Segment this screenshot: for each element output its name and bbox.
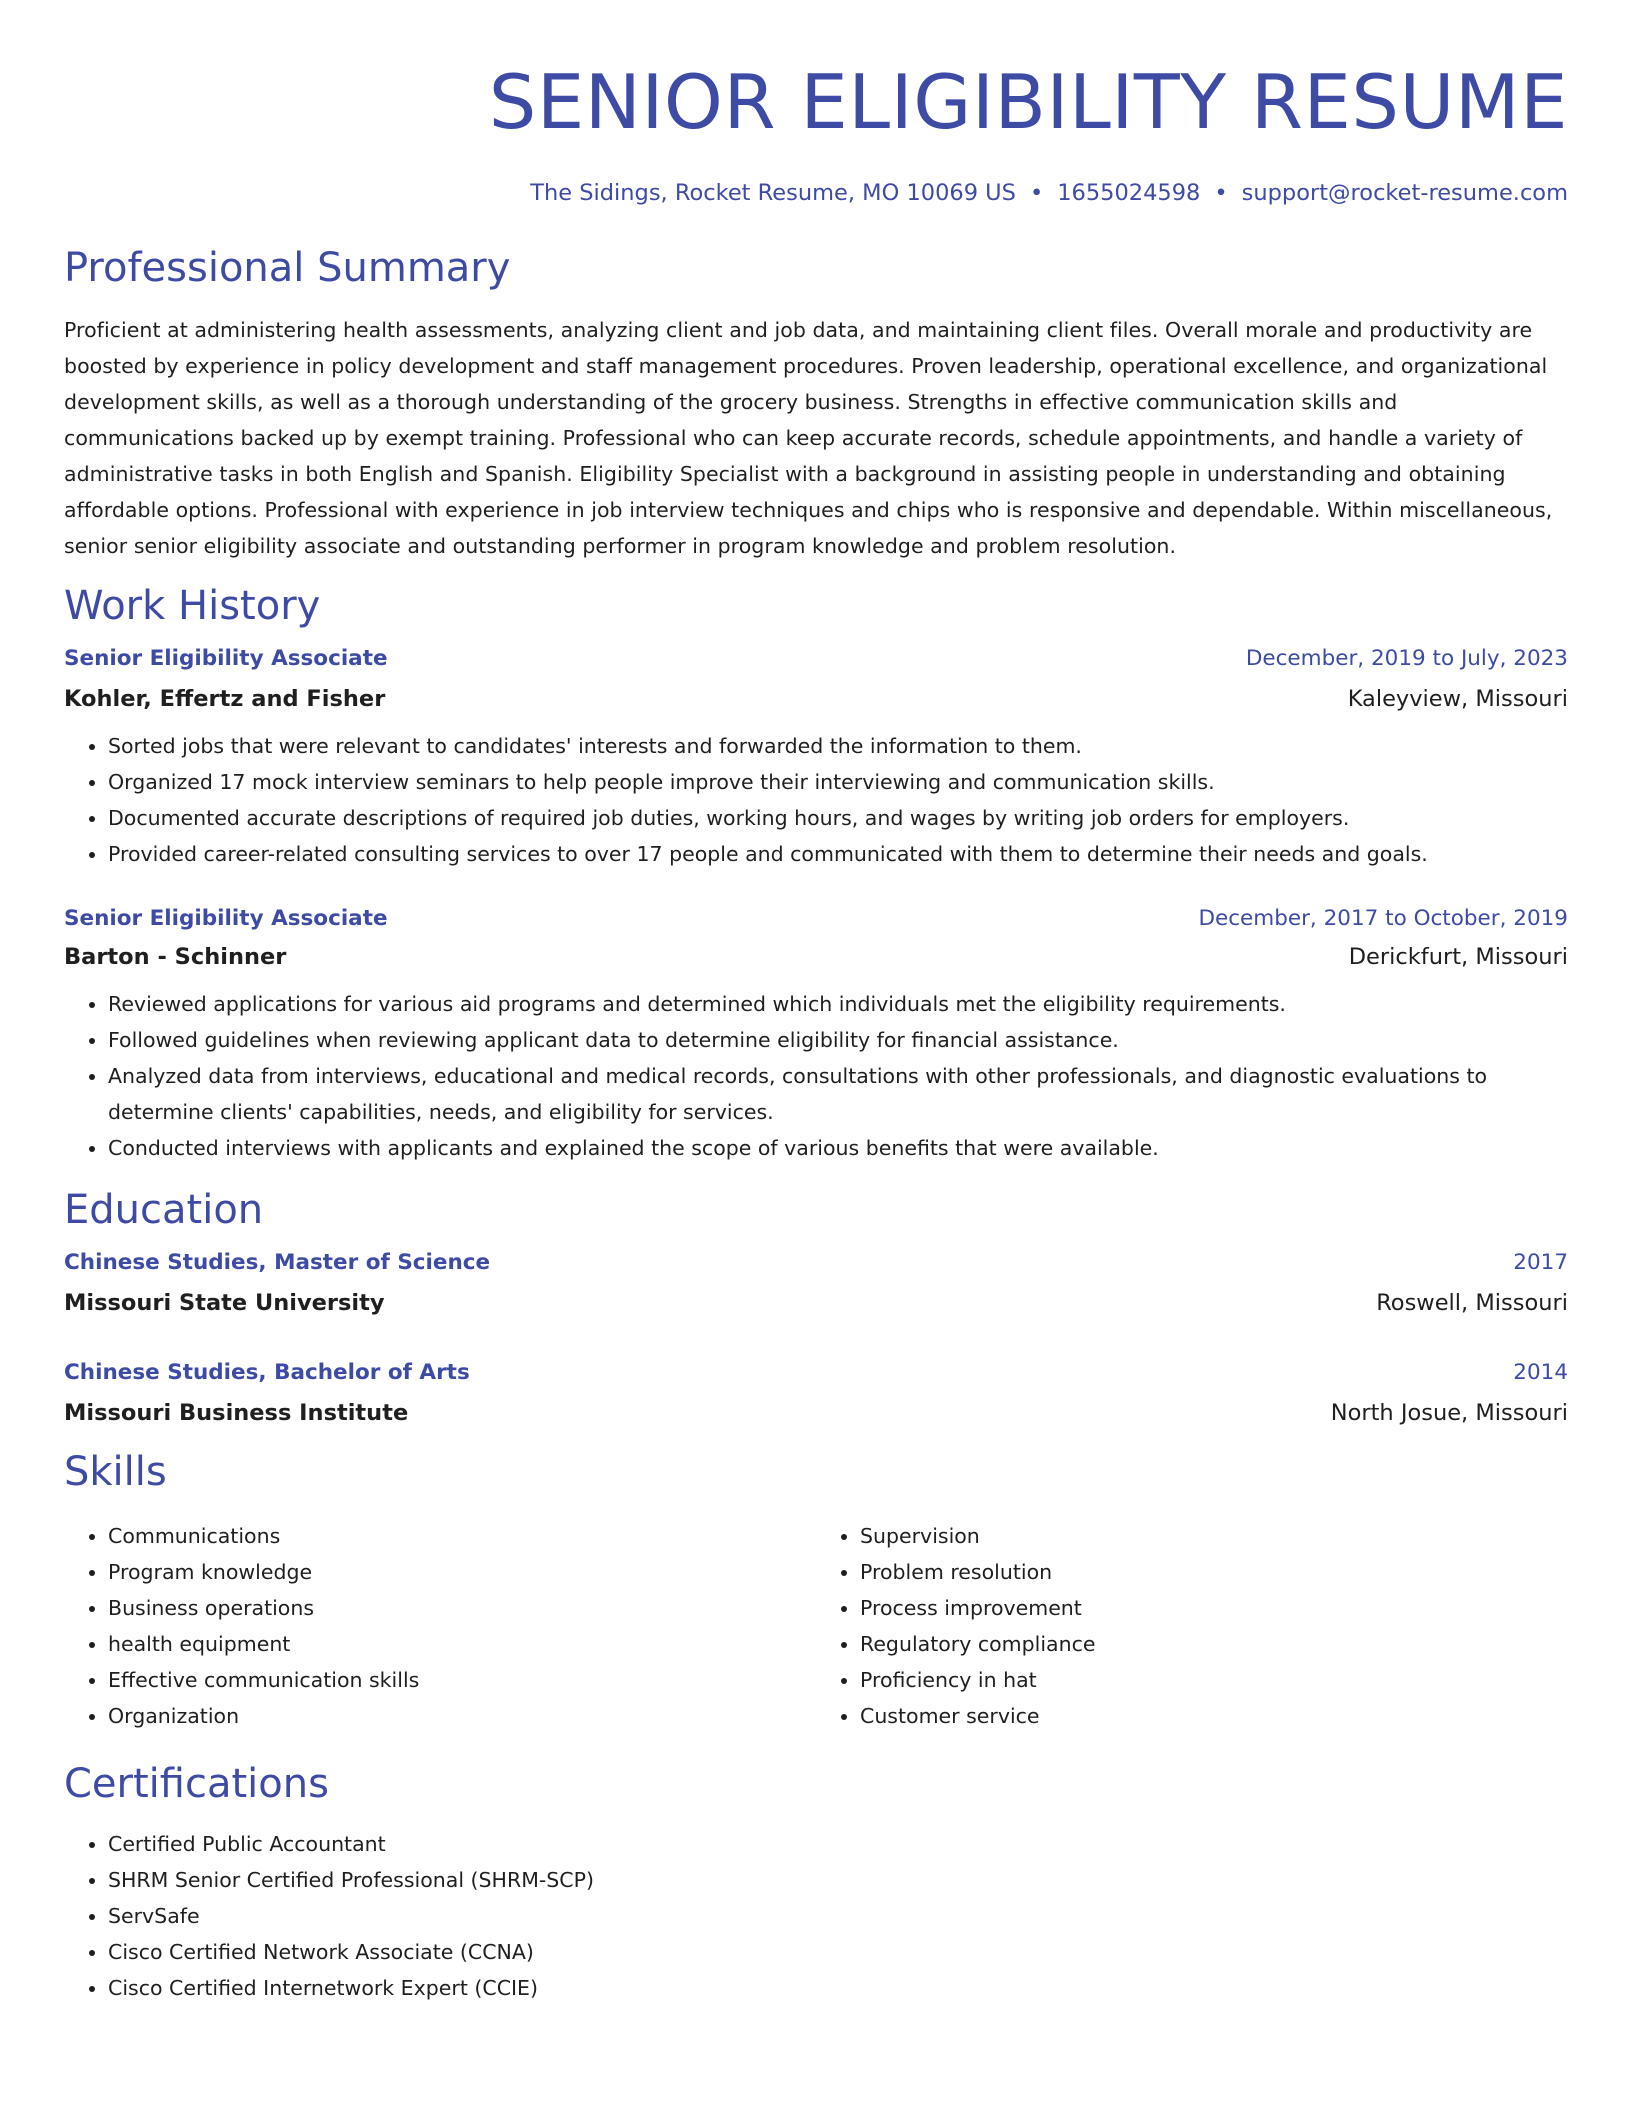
- skills-list-left: [64, 1518, 816, 1734]
- skills-grid: [64, 1518, 1568, 1734]
- job-bullet: • Documented accurate descriptions of required job duties, working hours, and wages by writing job orders for employers.: [108, 800, 1568, 836]
- certification-item: • ServSafe: [108, 1898, 1568, 1934]
- job-bullet: • Conducted interviews with applicants and explained the scope of various benefits that were available.: [108, 1130, 1568, 1166]
- section-title-skills: Skills: [64, 1449, 167, 1495]
- education-location: North Josue, Missouri: [1330, 1400, 1568, 1426]
- job-bullet: • Sorted jobs that were relevant to candidates' interests and forwarded the information to them.: [108, 728, 1568, 764]
- job-company: Kohler, Effertz and Fisher: [64, 686, 386, 712]
- section-title-certifications: Certifications: [64, 1761, 329, 1807]
- certifications-list: [64, 1826, 1568, 2006]
- job-dates: December, 2019 to July, 2023: [1245, 646, 1568, 671]
- education-year: 2014: [1513, 1360, 1568, 1385]
- contact-address: The Sidings, Rocket Resume, MO 10069 US: [530, 180, 1016, 206]
- education-school: Missouri Business Institute: [64, 1400, 409, 1426]
- skills-section: [64, 1446, 1568, 1734]
- job-bullet: • Provided career-related consulting services to over 17 people and communicated with them to determine their needs and goals.: [108, 836, 1568, 872]
- education-school: Missouri State University: [64, 1290, 385, 1316]
- education-degree: Chinese Studies, Bachelor of Arts: [64, 1360, 470, 1385]
- education-degree: Chinese Studies, Master of Science: [64, 1250, 491, 1275]
- contact-line: [64, 178, 1568, 208]
- certification-item: • Cisco Certified Network Associate (CCNA): [108, 1934, 1568, 1970]
- job-entry: [64, 644, 1568, 872]
- summary-section: [64, 242, 1568, 564]
- skill-item: • Communications: [108, 1518, 816, 1554]
- skill-item: • health equipment: [108, 1626, 816, 1662]
- certification-item: • Cisco Certified Internetwork Expert (CCIE): [108, 1970, 1568, 2006]
- skill-item: • Business operations: [108, 1590, 816, 1626]
- job-title: Senior Eligibility Associate: [64, 906, 388, 931]
- skill-item: • Program knowledge: [108, 1554, 816, 1590]
- section-title-education: Education: [64, 1187, 264, 1233]
- job-location: Derickfurt, Missouri: [1348, 944, 1568, 970]
- contact-separator: •: [1214, 180, 1228, 206]
- summary-text: Proficient at administering health assessments, analyzing client and job data, and maintaining client files. Overall morale and productivity are boosted by experience in policy development and staff management procedures. Proven leadership, operational excellence, and organizational development skills, as well as a thorough understanding of the grocery business. Strengths in effective communication skills and communications backed up by exempt training. Professional who can keep accurate records, schedule appointments, and handle a variety of administrative tasks in both English and Spanish. Eligibility Specialist with a background in assisting people in understanding and obtaining affordable options. Professional with experience in job interview techniques and chips who is responsive and dependable. Within miscellaneous, senior senior eligibility associate and outstanding performer in program knowledge and problem resolution.: [64, 318, 1553, 558]
- contact-phone: 1655024598: [1057, 180, 1201, 206]
- contact-email[interactable]: support@rocket-resume.com: [1241, 180, 1568, 206]
- job-title: Senior Eligibility Associate: [64, 646, 388, 671]
- certification-item: • Certified Public Accountant: [108, 1826, 1568, 1862]
- job-bullets: [64, 728, 1568, 872]
- skills-list-right: [816, 1518, 1568, 1734]
- resume-name: SENIOR ELIGIBILITY RESUME: [488, 58, 1568, 146]
- work-history-section: [64, 580, 1568, 1166]
- job-dates: December, 2017 to October, 2019: [1198, 906, 1568, 931]
- job-bullet: • Analyzed data from interviews, educational and medical records, consultations with other professionals, and diagnostic evaluations to determine clients' capabilities, needs, and eligibility for services.: [108, 1058, 1568, 1130]
- skill-item: • Proficiency in hat: [860, 1662, 1568, 1698]
- education-year: 2017: [1513, 1250, 1568, 1275]
- skill-item: • Problem resolution: [860, 1554, 1568, 1590]
- education-location: Roswell, Missouri: [1376, 1290, 1568, 1316]
- job-bullets: [64, 986, 1568, 1166]
- education-section: [64, 1184, 1568, 1428]
- section-title-work-history: Work History: [64, 583, 321, 629]
- certifications-section: [64, 1758, 1568, 2006]
- resume-header: [64, 52, 1568, 208]
- skill-item: • Effective communication skills: [108, 1662, 816, 1698]
- job-bullet: • Followed guidelines when reviewing applicant data to determine eligibility for financial assistance.: [108, 1022, 1568, 1058]
- education-entry: [64, 1248, 1568, 1318]
- skill-item: • Supervision: [860, 1518, 1568, 1554]
- job-bullet: • Reviewed applications for various aid programs and determined which individuals met the eligibility requirements.: [108, 986, 1568, 1022]
- skill-item: • Customer service: [860, 1698, 1568, 1734]
- job-bullet: • Organized 17 mock interview seminars to help people improve their interviewing and communication skills.: [108, 764, 1568, 800]
- contact-separator: •: [1029, 180, 1044, 206]
- education-entry: [64, 1358, 1568, 1428]
- section-title-summary: Professional Summary: [64, 245, 511, 291]
- skill-item: • Regulatory compliance: [860, 1626, 1568, 1662]
- job-entry: [64, 904, 1568, 1166]
- job-company: Barton - Schinner: [64, 944, 287, 970]
- skill-item: • Process improvement: [860, 1590, 1568, 1626]
- certification-item: • SHRM Senior Certified Professional (SHRM-SCP): [108, 1862, 1568, 1898]
- job-location: Kaleyview, Missouri: [1347, 686, 1568, 712]
- skill-item: • Organization: [108, 1698, 816, 1734]
